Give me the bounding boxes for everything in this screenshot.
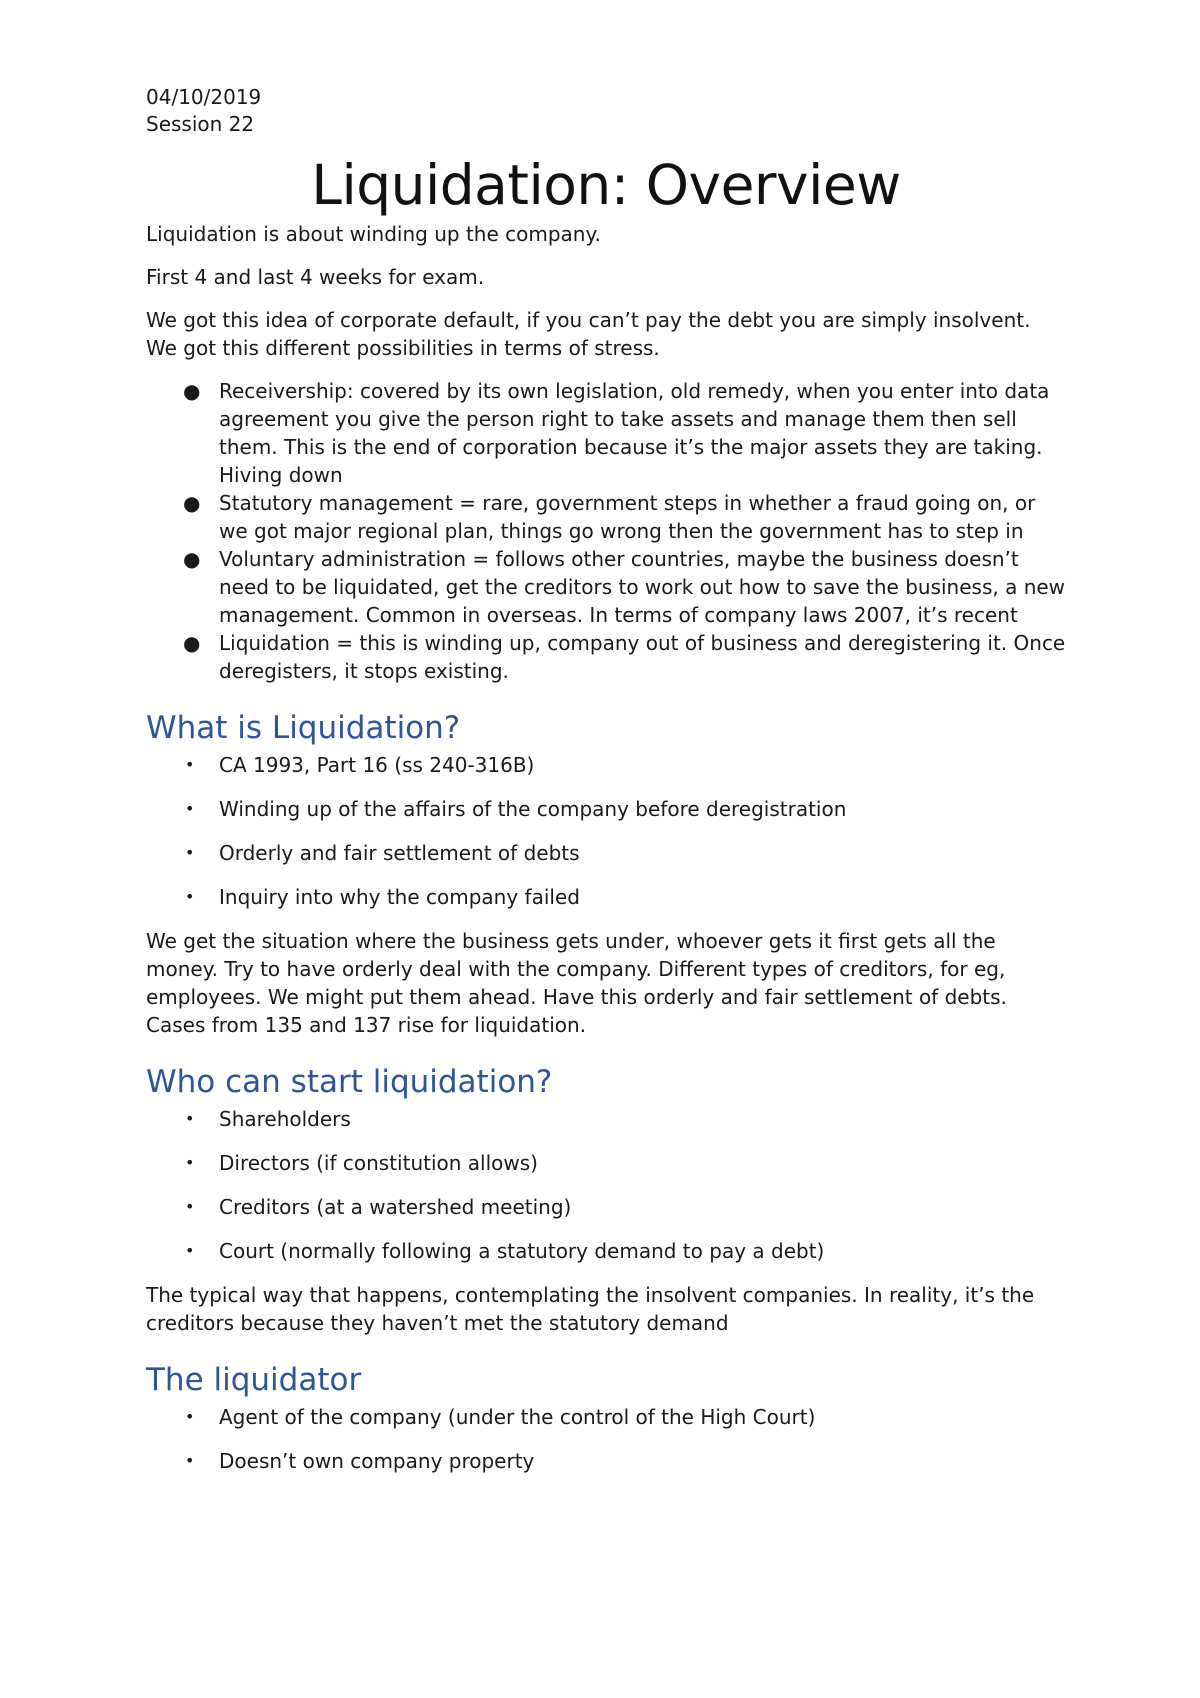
list-item-text: Statutory management = rare, government steps in whether a fraud going on, or we got major regional plan, things go wrong then the government has to step in bbox=[219, 491, 1036, 543]
list-item bbox=[146, 883, 1066, 911]
who-can-start-list bbox=[146, 1105, 1066, 1265]
list-item-text: Doesn’t own company property bbox=[219, 1449, 535, 1473]
list-item-text: Agent of the company (under the control of the High Court) bbox=[219, 1405, 816, 1429]
list-item bbox=[146, 751, 1066, 779]
bullet-icon: ● bbox=[183, 547, 201, 571]
section-heading-what-is-liquidation: What is Liquidation? bbox=[146, 710, 461, 746]
list-item-text: Liquidation = this is winding up, company out of business and deregistering it. Once deregisters, it stops existing. bbox=[219, 631, 1066, 683]
bullet-icon: • bbox=[185, 1109, 195, 1128]
bullet-icon: • bbox=[185, 887, 195, 906]
bullet-icon: • bbox=[185, 1407, 195, 1426]
list-item bbox=[146, 1105, 1066, 1133]
intro-paragraph-2: First 4 and last 4 weeks for exam. bbox=[146, 265, 485, 289]
who-can-start-paragraph: The typical way that happens, contemplating the insolvent companies. In reality, it’s the creditors because they haven’t met the statutory demand bbox=[146, 1283, 1035, 1335]
list-item-text: Creditors (at a watershed meeting) bbox=[219, 1195, 572, 1219]
bullet-icon: • bbox=[185, 1153, 195, 1172]
session-label: Session 22 bbox=[146, 112, 255, 136]
section-heading-liquidator: The liquidator bbox=[146, 1362, 362, 1398]
list-item bbox=[146, 1193, 1066, 1221]
list-item bbox=[146, 545, 1066, 629]
bullet-icon: • bbox=[185, 1197, 195, 1216]
list-item-text: Voluntary administration = follows other countries, maybe the business doesn’t need to be liquidated, get the creditors to work out how to save the business, a new management. Common in overseas. In terms of company laws 2007, it’s recent bbox=[219, 547, 1066, 627]
document-date: 04/10/2019 bbox=[146, 85, 262, 109]
bullet-icon: • bbox=[185, 1451, 195, 1470]
list-item bbox=[146, 489, 1066, 545]
list-item-text: Winding up of the affairs of the company before deregistration bbox=[219, 797, 847, 821]
list-item-text: Directors (if constitution allows) bbox=[219, 1151, 538, 1175]
intro-paragraph-1: Liquidation is about winding up the company. bbox=[146, 222, 601, 246]
bullet-icon: • bbox=[185, 1241, 195, 1260]
list-item-text: Receivership: covered by its own legislation, old remedy, when you enter into data agreement you give the person right to take assets and manage them then sell them. This is the end of corporation because it’s the major assets they are taking. Hiving down bbox=[219, 379, 1050, 487]
bullet-icon: ● bbox=[183, 379, 201, 403]
list-item bbox=[146, 377, 1066, 489]
bullet-icon: ● bbox=[183, 491, 201, 515]
list-item bbox=[146, 795, 1066, 823]
list-item-text: Inquiry into why the company failed bbox=[219, 885, 580, 909]
list-item bbox=[146, 839, 1066, 867]
intro-paragraph-3: We got this idea of corporate default, if you can’t pay the debt you are simply insolvent. We got this different possibilities in terms of stress. bbox=[146, 308, 1031, 360]
list-item bbox=[146, 1237, 1066, 1265]
bullet-icon: • bbox=[185, 843, 195, 862]
document-title: Liquidation: Overview bbox=[311, 153, 901, 217]
list-item bbox=[146, 1403, 1066, 1431]
list-item-text: Orderly and fair settlement of debts bbox=[219, 841, 580, 865]
stress-options-list bbox=[146, 377, 1066, 685]
bullet-icon: • bbox=[185, 799, 195, 818]
list-item-text: Shareholders bbox=[219, 1107, 351, 1131]
liquidator-list bbox=[146, 1403, 1066, 1475]
document-page bbox=[146, 84, 1066, 1491]
list-item-text: Court (normally following a statutory demand to pay a debt) bbox=[219, 1239, 825, 1263]
list-item-text: CA 1993, Part 16 (ss 240-316B) bbox=[219, 753, 535, 777]
bullet-icon: • bbox=[185, 755, 195, 774]
list-item bbox=[146, 1447, 1066, 1475]
bullet-icon: ● bbox=[183, 631, 201, 655]
list-item bbox=[146, 1149, 1066, 1177]
what-is-liquidation-paragraph: We get the situation where the business gets under, whoever gets it first gets all the money. Try to have orderly deal with the company. Different types of creditors, for eg, employees. We might put them ahead. Have this orderly and fair settlement of debts. Cases from 135 and 137 rise for liquidation. bbox=[146, 929, 1007, 1037]
list-item bbox=[146, 629, 1066, 685]
section-heading-who-can-start: Who can start liquidation? bbox=[146, 1064, 553, 1100]
what-is-liquidation-list bbox=[146, 751, 1066, 911]
